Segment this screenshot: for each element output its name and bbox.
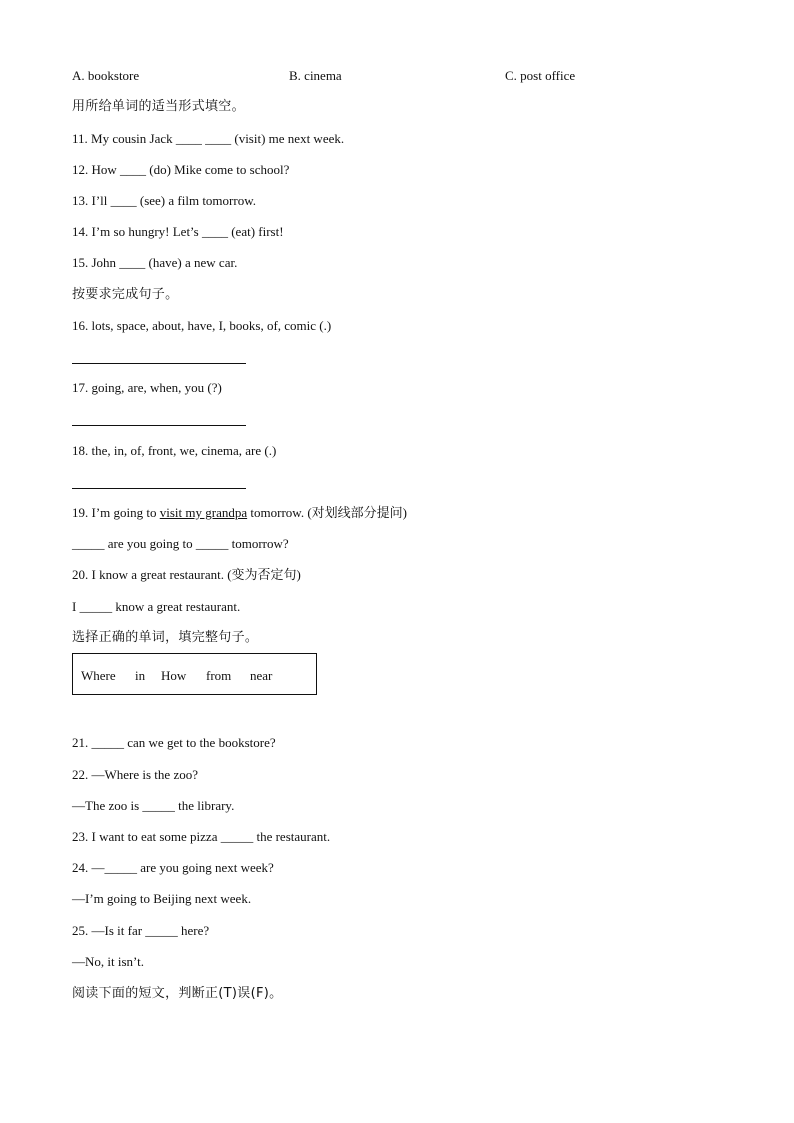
question-12: 12. How ____ (do) Mike come to school? bbox=[72, 162, 290, 177]
word-bank-item: near bbox=[250, 668, 273, 683]
question-22-q: 22. —Where is the zoo? bbox=[72, 767, 198, 782]
option-b: B. cinema bbox=[289, 68, 342, 83]
question-19-suffix: tomorrow. (对划线部分提问) bbox=[247, 505, 407, 520]
option-a: A. bookstore bbox=[72, 68, 140, 83]
question-15: 15. John ____ (have) a new car. bbox=[72, 255, 238, 270]
section-title-fill-in: 用所给单词的适当形式填空。 bbox=[72, 99, 245, 114]
question-14: 14. I’m so hungry! Let’s ____ (eat) first! bbox=[72, 224, 284, 239]
question-20: 20. I know a great restaurant. (变为否定句) bbox=[72, 567, 301, 582]
question-13: 13. I’ll ____ (see) a film tomorrow. bbox=[72, 193, 256, 208]
question-22-a: —The zoo is _____ the library. bbox=[72, 798, 235, 813]
question-24-q: 24. —_____ are you going next week? bbox=[72, 860, 274, 875]
question-23: 23. I want to eat some pizza _____ the restaurant. bbox=[72, 829, 331, 844]
question-11: 11. My cousin Jack ____ ____ (visit) me next week. bbox=[72, 131, 345, 146]
question-25-a: —No, it isn’t. bbox=[72, 954, 144, 969]
word-bank-item: from bbox=[206, 668, 232, 683]
question-19-answer: _____ are you going to _____ tomorrow? bbox=[72, 536, 289, 551]
question-21: 21. _____ can we get to the bookstore? bbox=[72, 735, 276, 750]
question-19-underlined: visit my grandpa bbox=[159, 505, 248, 520]
section-title-choose-words: 选择正确的单词，填完整句子。 bbox=[72, 630, 259, 645]
question-20-answer: I _____ know a great restaurant. bbox=[72, 599, 241, 614]
question-25-q: 25. —Is it far _____ here? bbox=[72, 923, 210, 938]
section-title-complete-sentences: 按要求完成句子。 bbox=[72, 287, 179, 302]
question-24-a: —I’m going to Beijing next week. bbox=[72, 891, 252, 906]
word-bank-item: How bbox=[161, 668, 187, 683]
question-16: 16. lots, space, about, have, I, books, of, comic (.) bbox=[72, 318, 332, 333]
word-bank-item: in bbox=[135, 668, 146, 683]
question-17: 17. going, are, when, you (?) bbox=[72, 380, 222, 395]
question-19-prefix: 19. I’m going to bbox=[72, 505, 160, 520]
question-19 bbox=[72, 505, 407, 521]
section-title-reading: 阅读下面的短文，判断正(T)误(F)。 bbox=[72, 986, 283, 1001]
answer-line-16 bbox=[72, 363, 246, 364]
word-bank-box bbox=[72, 653, 317, 695]
answer-line-17 bbox=[72, 425, 246, 426]
answer-line-18 bbox=[72, 488, 246, 489]
question-18: 18. the, in, of, front, we, cinema, are (.) bbox=[72, 443, 277, 458]
word-bank-item: Where bbox=[81, 668, 116, 683]
option-c: C. post office bbox=[505, 68, 576, 83]
